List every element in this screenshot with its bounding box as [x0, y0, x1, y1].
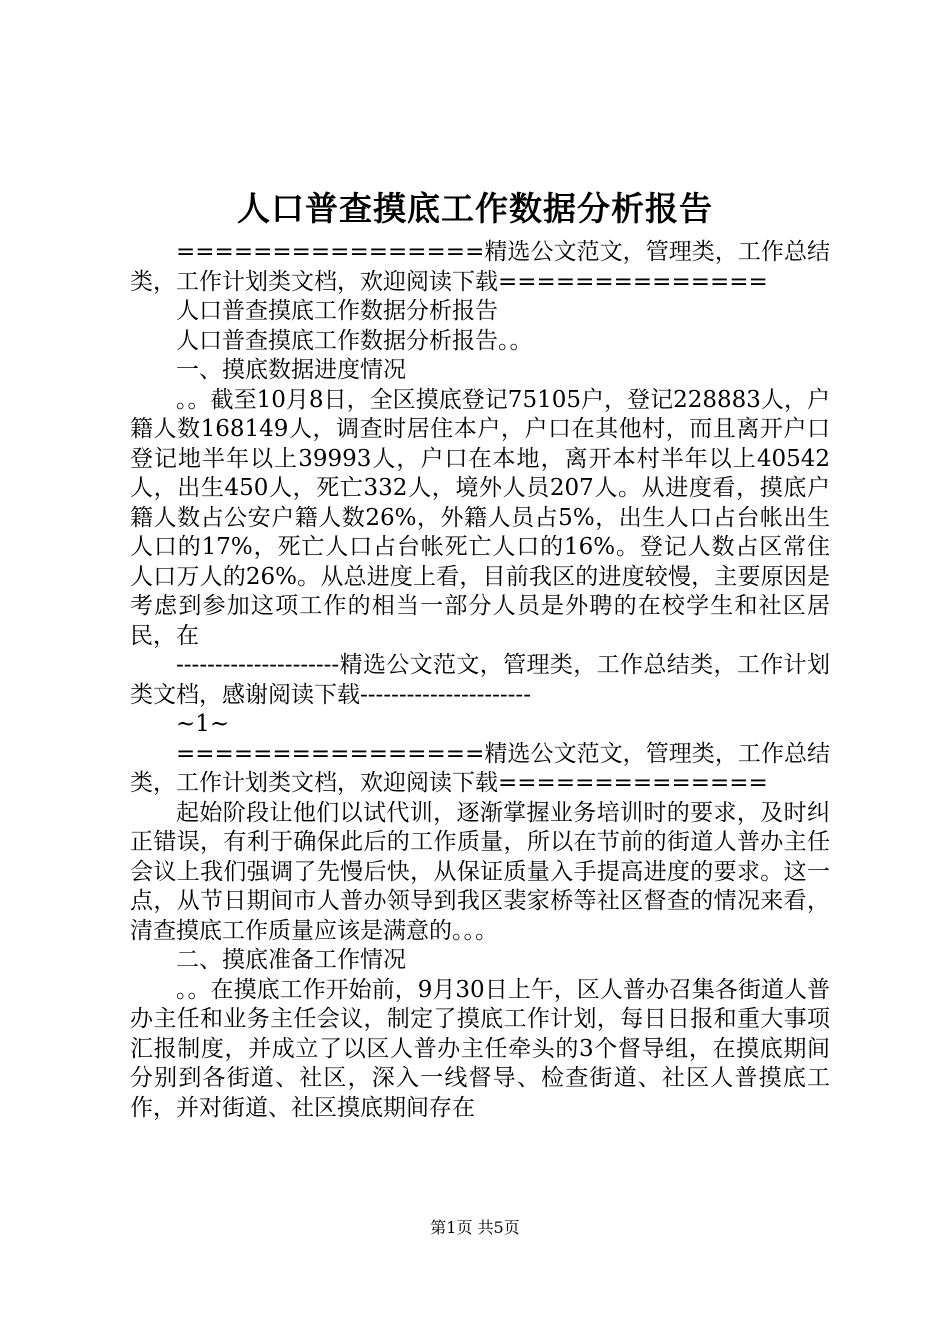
paragraph-progress-data: 。。截至10月8日，全区摸底登记75105户，登记228883人，户籍人数168149人，调查时居住本户，户口在其他村，而且离开户口登记地半年以上39993人，户口在本地，离开本村半年以上40542人，出生450人，死亡332人，境外人员207人。从进度看，摸底户籍人数占公安户籍人数26%，外籍人员占5%，出生人口占台帐出生人口的17%，死亡人口占台帐死亡人口的16%。登记人数占区常住人口万人的26%。从总进度上看，目前我区的进度较慢，主要原因是考虑到参加这项工作的相当一部分人员是外聘的在校学生和社区居民，在 [130, 386, 830, 649]
page-footer: 第1页 共5页 [430, 1218, 520, 1237]
page-marker: ~1~ [176, 711, 230, 737]
section-heading-2: 二、摸底准备工作情况 [176, 947, 406, 973]
header-banner-1: ================精选公文范文，管理类，工作总结类，工作计划类文档，欢迎阅读下载============== [130, 239, 830, 295]
subtitle-line: 人口普查摸底工作数据分析报告 [176, 298, 498, 324]
intro-line: 人口普查摸底工作数据分析报告。。 [176, 327, 533, 354]
paragraph-preparation: 。。在摸底工作开始前，9月30日上午，区人普办召集各街道人普办主任和业务主任会议，制定了摸底工作计划，每日日报和重大事项汇报制度，并成立了以区人普办主任牵头的3个督导组，在摸底期间分别到各街道、社区，深入一线督导、检查街道、社区人普摸底工作，并对街道、社区摸底期间存在 [130, 976, 830, 1121]
paragraph-quality: 起始阶段让他们以试代训，逐渐掌握业务培训时的要求，及时纠正错误，有利于确保此后的工作质量，所以在节前的街道人普办主任会议上我们强调了先慢后快，从保证质量入手提高进度的要求。这一点，从节日期间市人普办领导到我区裴家桥等社区督查的情况来看，清查摸底工作质量应该是满意的。。。 [130, 799, 830, 944]
section-heading-1: 一、摸底数据进度情况 [176, 357, 406, 383]
document-title: 人口普查摸底工作数据分析报告 [237, 189, 713, 228]
footer-banner: ---------------------精选公文范文，管理类，工作总结类，工作计划类文档，感谢阅读下载---------------------- [130, 652, 830, 708]
header-banner-2: ================精选公文范文，管理类，工作总结类，工作计划类文档，欢迎阅读下载============== [130, 740, 830, 796]
document-body [130, 238, 830, 1123]
